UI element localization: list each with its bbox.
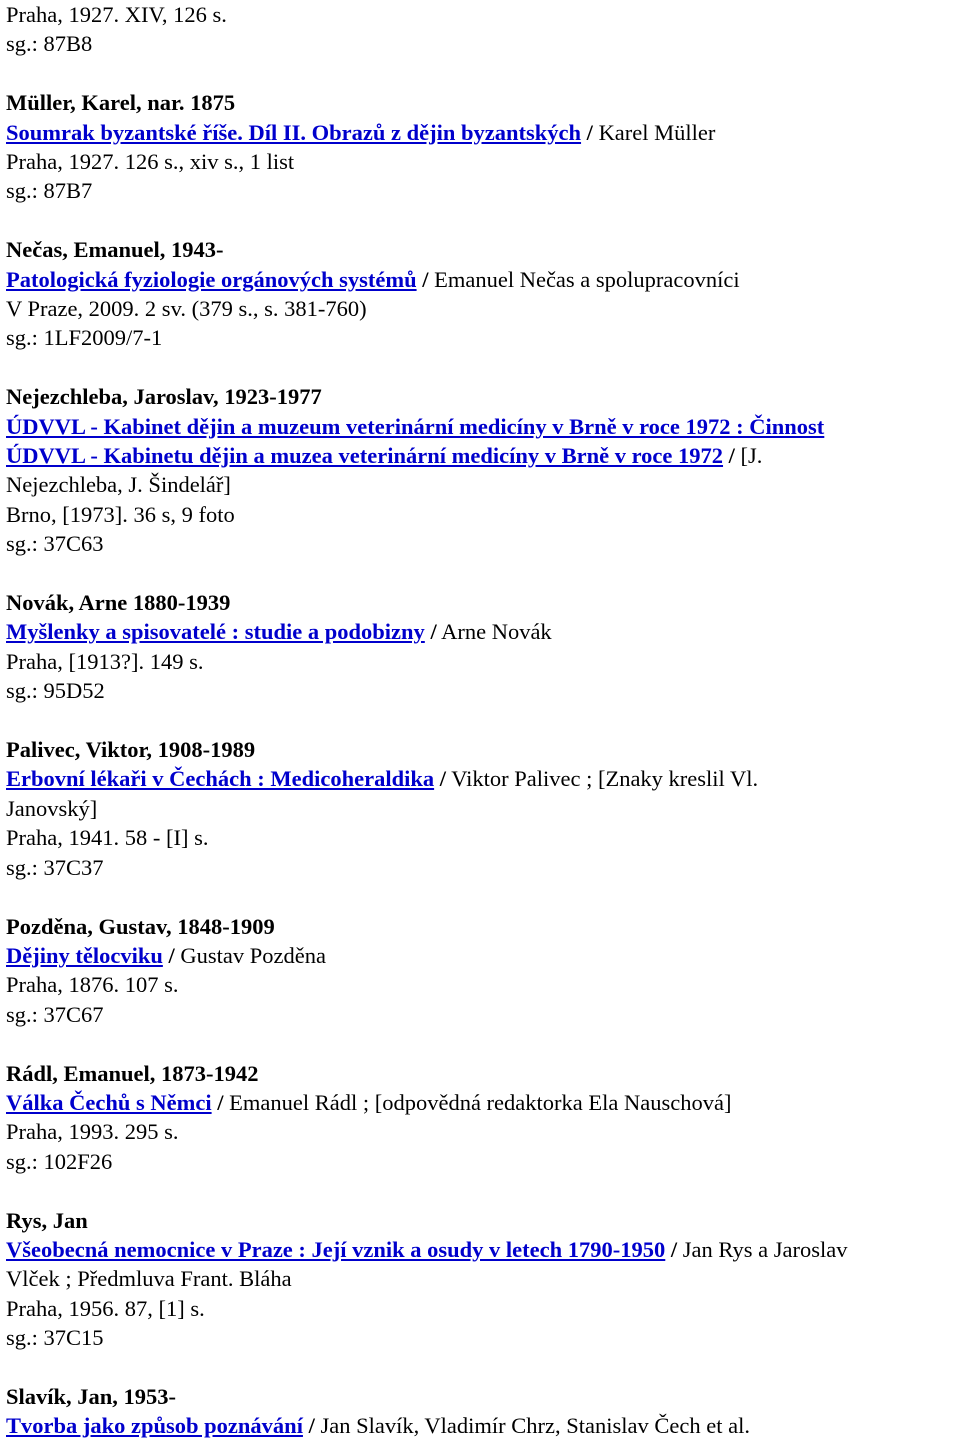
entry-gap	[6, 353, 960, 382]
entry-title-link[interactable]: Myšlenky a spisovatelé : studie a podobizny	[6, 619, 425, 645]
catalog-entry	[6, 235, 960, 353]
catalog-entry	[6, 588, 960, 706]
separator-slash: /	[217, 1089, 224, 1115]
entry-imprint: Praha, 1927. 126 s., xiv s., 1 list	[6, 149, 295, 175]
entry-author: Pozděna, Gustav, 1848-1909	[6, 913, 275, 939]
catalog-entry	[6, 88, 960, 206]
entry-author: Nejezchleba, Jaroslav, 1923-1977	[6, 384, 322, 410]
entry-imprint: Praha, 1993. 295 s.	[6, 1119, 179, 1145]
catalog-listing	[6, 0, 960, 1441]
entry-title-link-line2[interactable]: ÚDVVL - Kabinetu dějin a muzea veterinární medicíny v Brně v roce 1972	[6, 443, 724, 469]
catalog-entry	[6, 1206, 960, 1353]
entry-imprint: Praha, 1941. 58 - [I] s.	[6, 825, 209, 851]
entry-imprint: Praha, 1876. 107 s.	[6, 972, 179, 998]
entry-title-link-line1[interactable]: ÚDVVL - Kabinet dějin a muzeum veterinární medicíny v Brně v roce 1972 : Činnost	[6, 413, 825, 439]
separator-slash: /	[422, 266, 429, 292]
entry-gap	[6, 706, 960, 735]
entry-author: Nečas, Emanuel, 1943-	[6, 237, 224, 263]
entry-title-link[interactable]: Patologická fyziologie orgánových systémů	[6, 266, 417, 292]
entry-responsibility: Viktor Palivec ; [Znaky kreslil Vl.	[451, 766, 759, 792]
entry-title-link[interactable]: Dějiny tělocviku	[6, 942, 163, 968]
entry-signature: sg.: 87B7	[6, 178, 93, 204]
entry-responsibility: Jan Slavík, Vladimír Chrz, Stanislav Čech et al.	[320, 1413, 750, 1439]
entry-responsibility: Jan Rys a Jaroslav	[682, 1236, 848, 1262]
entry-gap	[6, 882, 960, 911]
entry-responsibility: Emanuel Nečas a spolupracovníci	[434, 266, 740, 292]
separator-slash: /	[728, 443, 735, 469]
entry-responsibility-cont: Nejezchleba, J. Šindelář]	[6, 472, 231, 498]
entry-title-link[interactable]: Erbovní lékaři v Čechách : Medicoheraldika	[6, 766, 435, 792]
entry-responsibility-cont: Vlček ; Předmluva Frant. Bláha	[6, 1266, 292, 1292]
entry-title-link[interactable]: Válka Čechů s Němci	[6, 1089, 212, 1115]
entry-imprint: Praha, 1927. XIV, 126 s.	[6, 2, 227, 27]
catalog-entry	[6, 1382, 960, 1441]
entry-signature: sg.: 87B8	[6, 31, 93, 57]
separator-slash: /	[430, 619, 437, 645]
entry-signature: sg.: 37C67	[6, 1001, 104, 1027]
separator-slash: /	[586, 119, 593, 145]
entry-gap	[6, 1176, 960, 1205]
entry-author: Rys, Jan	[6, 1207, 88, 1233]
entry-author: Müller, Karel, nar. 1875	[6, 90, 236, 116]
entry-signature: sg.: 95D52	[6, 678, 105, 704]
separator-slash: /	[439, 766, 446, 792]
entry-signature: sg.: 1LF2009/7-1	[6, 325, 163, 351]
entry-imprint: Praha, [1913?]. 149 s.	[6, 648, 204, 674]
entry-signature: sg.: 37C63	[6, 531, 104, 557]
entry-title-link[interactable]: Všeobecná nemocnice v Praze : Její vznik a osudy v letech 1790-1950	[6, 1236, 666, 1262]
catalog-entry	[6, 382, 960, 558]
entry-signature: sg.: 37C15	[6, 1325, 104, 1351]
entry-imprint: V Praze, 2009. 2 sv. (379 s., s. 381-760)	[6, 296, 367, 322]
entry-title-link[interactable]: Soumrak byzantské říše. Díl II. Obrazů z dějin byzantských	[6, 119, 582, 145]
entry-gap	[6, 59, 960, 88]
entry-responsibility-cont: Janovský]	[6, 795, 98, 821]
entry-gap	[6, 1029, 960, 1058]
entry-author: Novák, Arne 1880-1939	[6, 590, 231, 616]
catalog-entry-partial	[6, 0, 960, 59]
entry-responsibility: [J.	[740, 443, 763, 469]
entry-imprint: Praha, 1956. 87, [1] s.	[6, 1295, 205, 1321]
entry-responsibility: Karel Müller	[598, 119, 716, 145]
entry-imprint: Brno, [1973]. 36 s, 9 foto	[6, 501, 235, 527]
entry-author: Slavík, Jan, 1953-	[6, 1383, 177, 1409]
entry-responsibility: Arne Novák	[441, 619, 552, 645]
entry-gap	[6, 1353, 960, 1382]
catalog-entry	[6, 1059, 960, 1177]
entry-gap	[6, 206, 960, 235]
entry-responsibility: Gustav Pozděna	[180, 942, 326, 968]
separator-slash: /	[308, 1413, 315, 1439]
separator-slash: /	[670, 1236, 678, 1262]
entry-author: Palivec, Viktor, 1908-1989	[6, 737, 256, 763]
separator-slash: /	[168, 942, 175, 968]
catalog-entry	[6, 735, 960, 882]
entry-responsibility: Emanuel Rádl ; [odpovědná redaktorka Ela Nauschová]	[229, 1089, 732, 1115]
entry-signature: sg.: 102F26	[6, 1148, 113, 1174]
entry-signature: sg.: 37C37	[6, 854, 104, 880]
entry-gap	[6, 559, 960, 588]
entry-title-link[interactable]: Tvorba jako způsob poznávání	[6, 1413, 303, 1439]
entry-author: Rádl, Emanuel, 1873-1942	[6, 1060, 259, 1086]
catalog-entry	[6, 912, 960, 1030]
